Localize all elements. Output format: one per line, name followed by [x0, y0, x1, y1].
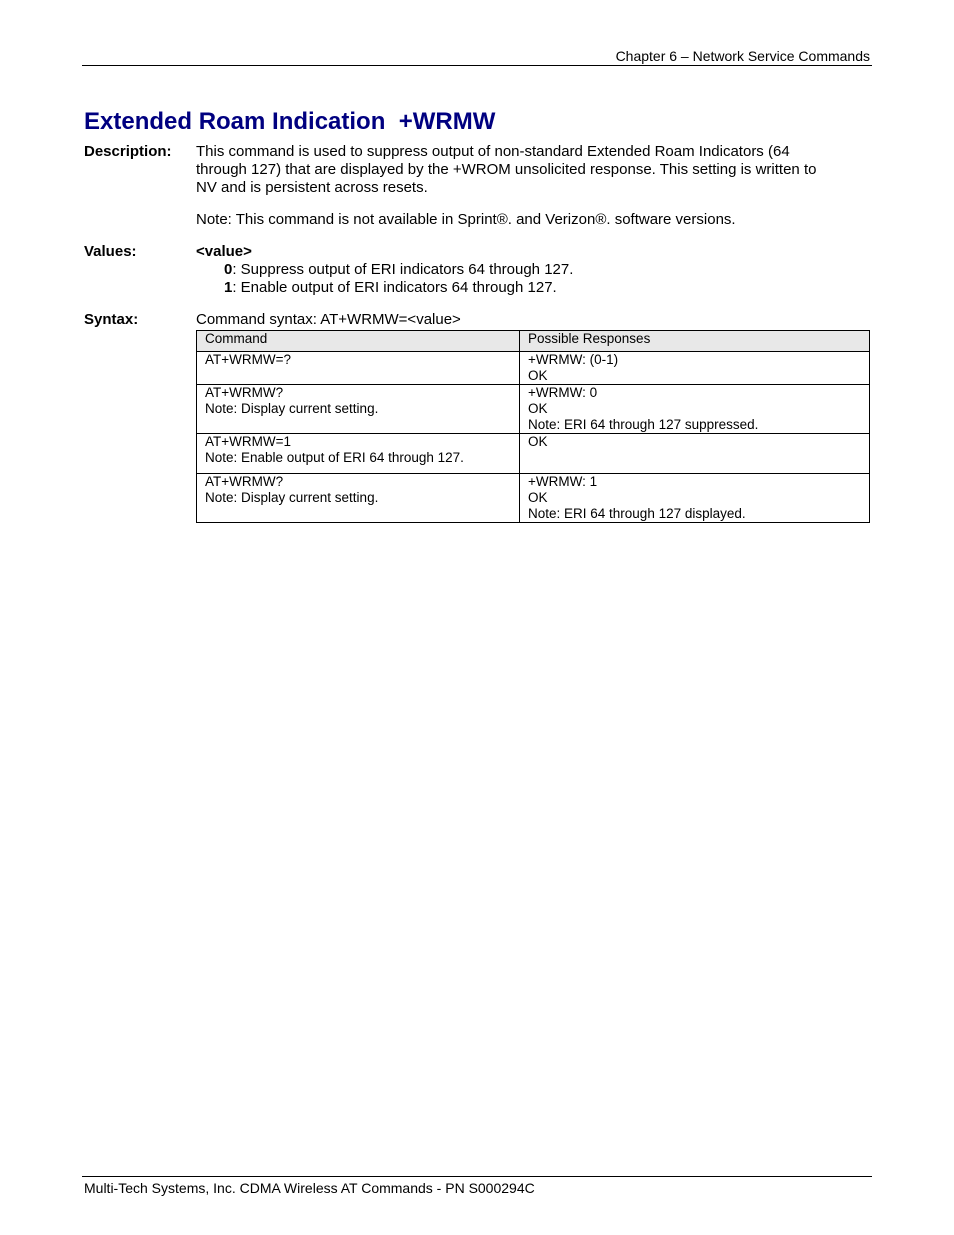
response-note: Note: ERI 64 through 127 displayed.	[528, 506, 746, 521]
table-header-responses: Possible Responses	[520, 331, 870, 352]
command-cell	[197, 352, 520, 385]
command-text: AT+WRMW=?	[205, 352, 292, 367]
header-rule	[82, 65, 872, 66]
page-title: Extended Roam Indication +WRMW	[84, 108, 496, 135]
command-note: Note: Display current setting.	[205, 401, 379, 416]
table-header-command: Command	[197, 331, 520, 352]
command-text: AT+WRMW?	[205, 385, 284, 400]
response-text: OK	[528, 434, 548, 449]
command-cell	[197, 434, 520, 474]
command-note: Note: Enable output of ERI 64 through 127.	[205, 450, 464, 465]
value-key: 0	[224, 261, 233, 278]
command-table	[196, 330, 870, 523]
footer-text: Multi-Tech Systems, Inc. CDMA Wireless AT Commands - PN S000294C	[84, 1180, 535, 1196]
response-text: OK	[528, 490, 548, 505]
table-row	[197, 434, 870, 474]
response-cell	[520, 434, 870, 474]
response-text: +WRMW: 0	[528, 385, 598, 400]
table-row	[197, 474, 870, 523]
syntax-line: Command syntax: AT+WRMW=<value>	[196, 311, 461, 328]
footer-rule	[82, 1176, 872, 1177]
table-row	[197, 385, 870, 434]
command-text: AT+WRMW?	[205, 474, 284, 489]
value-key: 1	[224, 279, 233, 296]
value-param: <value>	[196, 243, 252, 260]
response-text: +WRMW: (0-1)	[528, 352, 619, 367]
command-cell	[197, 385, 520, 434]
response-note: Note: ERI 64 through 127 suppressed.	[528, 417, 759, 432]
description-label: Description:	[84, 143, 172, 160]
value-item-1	[224, 279, 557, 297]
table-header-row	[197, 331, 870, 352]
description-text: This command is used to suppress output of non-standard Extended Roam Indicators (64 through 127) that are displayed by the +WROM unsolicited response. This setting is written to NV and is persistent across resets.	[196, 143, 817, 196]
response-cell	[520, 385, 870, 434]
command-note: Note: Display current setting.	[205, 490, 379, 505]
command-text: AT+WRMW=1	[205, 434, 292, 449]
description-note: Note: This command is not available in Sprint®. and Verizon®. software versions.	[196, 211, 736, 228]
value-desc: : Suppress output of ERI indicators 64 through 127.	[232, 261, 574, 278]
syntax-label: Syntax:	[84, 311, 139, 328]
response-text: OK	[528, 368, 548, 383]
command-cell	[197, 474, 520, 523]
value-item-0	[224, 261, 573, 279]
response-cell	[520, 474, 870, 523]
table-row	[197, 352, 870, 385]
response-text: +WRMW: 1	[528, 474, 598, 489]
value-desc: : Enable output of ERI indicators 64 through 127.	[232, 279, 557, 296]
values-label: Values:	[84, 243, 137, 260]
response-text: OK	[528, 401, 548, 416]
response-cell	[520, 352, 870, 385]
chapter-header: Chapter 6 – Network Service Commands	[615, 48, 870, 64]
